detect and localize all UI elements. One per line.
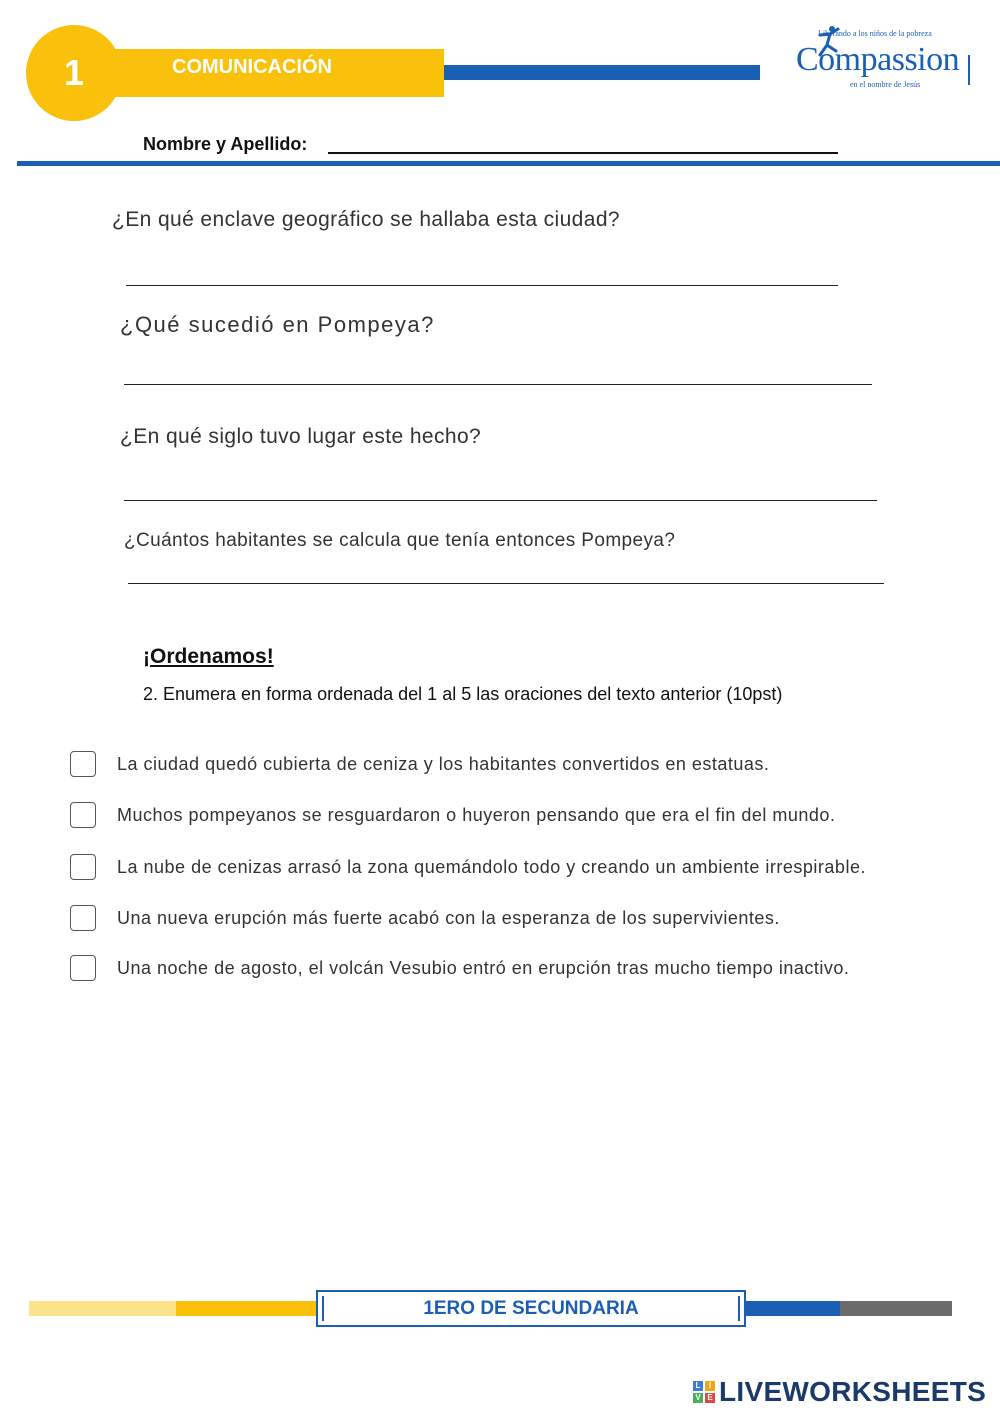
answer-line-2[interactable] [124, 384, 872, 385]
section-title: ¡Ordenamos! [143, 645, 274, 668]
order-item [70, 851, 866, 883]
answer-line-1[interactable] [126, 285, 838, 286]
unit-number: 1 [63, 52, 85, 93]
subject-title: COMUNICACIÓN [172, 56, 332, 78]
footer-bar-light-yellow [29, 1301, 176, 1316]
order-item [70, 748, 769, 780]
liveworksheets-watermark [693, 1376, 986, 1408]
question-4: ¿Cuántos habitantes se calcula que tenía entonces Pompeya? [124, 530, 676, 551]
question-3: ¿En qué siglo tuvo lugar este hecho? [120, 425, 482, 448]
logo-tagline: Liberando a los niños de la pobreza [818, 29, 932, 38]
question-2: ¿Qué sucedió en Pompeya? [120, 312, 435, 337]
name-label: Nombre y Apellido: [143, 134, 308, 154]
liveworksheets-logo-icon: L I V E [693, 1381, 715, 1403]
order-item-text: Una nueva erupción más fuerte acabó con la esperanza de los supervivientes. [117, 907, 780, 928]
logo-separator [968, 55, 970, 85]
order-item [70, 799, 835, 831]
order-number-box[interactable] [70, 751, 96, 777]
order-number-box[interactable] [70, 802, 96, 828]
compassion-logo [790, 25, 980, 95]
question-1: ¿En qué enclave geográfico se hallaba esta ciudad? [112, 208, 621, 231]
header-blue-bar [444, 65, 760, 80]
answer-line-3[interactable] [124, 500, 877, 501]
order-number-box[interactable] [70, 955, 96, 981]
order-item-text: Una noche de agosto, el volcán Vesubio entró en erupción tras mucho tiempo inactivo. [117, 957, 850, 978]
order-item [70, 902, 780, 934]
name-input-line[interactable] [328, 152, 838, 154]
order-number-box[interactable] [70, 854, 96, 880]
order-number-box[interactable] [70, 905, 96, 931]
order-item-text: Muchos pompeyanos se resguardaron o huyeron pensando que era el fin del mundo. [117, 804, 836, 825]
order-item-text: La nube de cenizas arrasó la zona quemándolo todo y creando un ambiente irrespirable. [117, 856, 866, 877]
instruction-text: 2. Enumera en forma ordenada del 1 al 5 las oraciones del texto anterior (10pst) [143, 684, 783, 704]
header-divider [17, 161, 1000, 166]
logo-brand: Compassion [796, 41, 960, 78]
footer-bar-gray [840, 1301, 952, 1316]
logo-subtitle: en el nombre de Jesús [850, 80, 921, 89]
watermark-text: LIVEWORKSHEETS [719, 1376, 987, 1407]
footer-bar-yellow [176, 1301, 321, 1316]
order-item-text: La ciudad quedó cubierta de ceniza y los habitantes convertidos en estatuas. [117, 753, 770, 774]
grade-label: 1ERO DE SECUNDARIA [316, 1290, 746, 1327]
answer-line-4[interactable] [128, 583, 884, 584]
footer-bar-blue [740, 1301, 840, 1316]
order-item [70, 952, 849, 984]
